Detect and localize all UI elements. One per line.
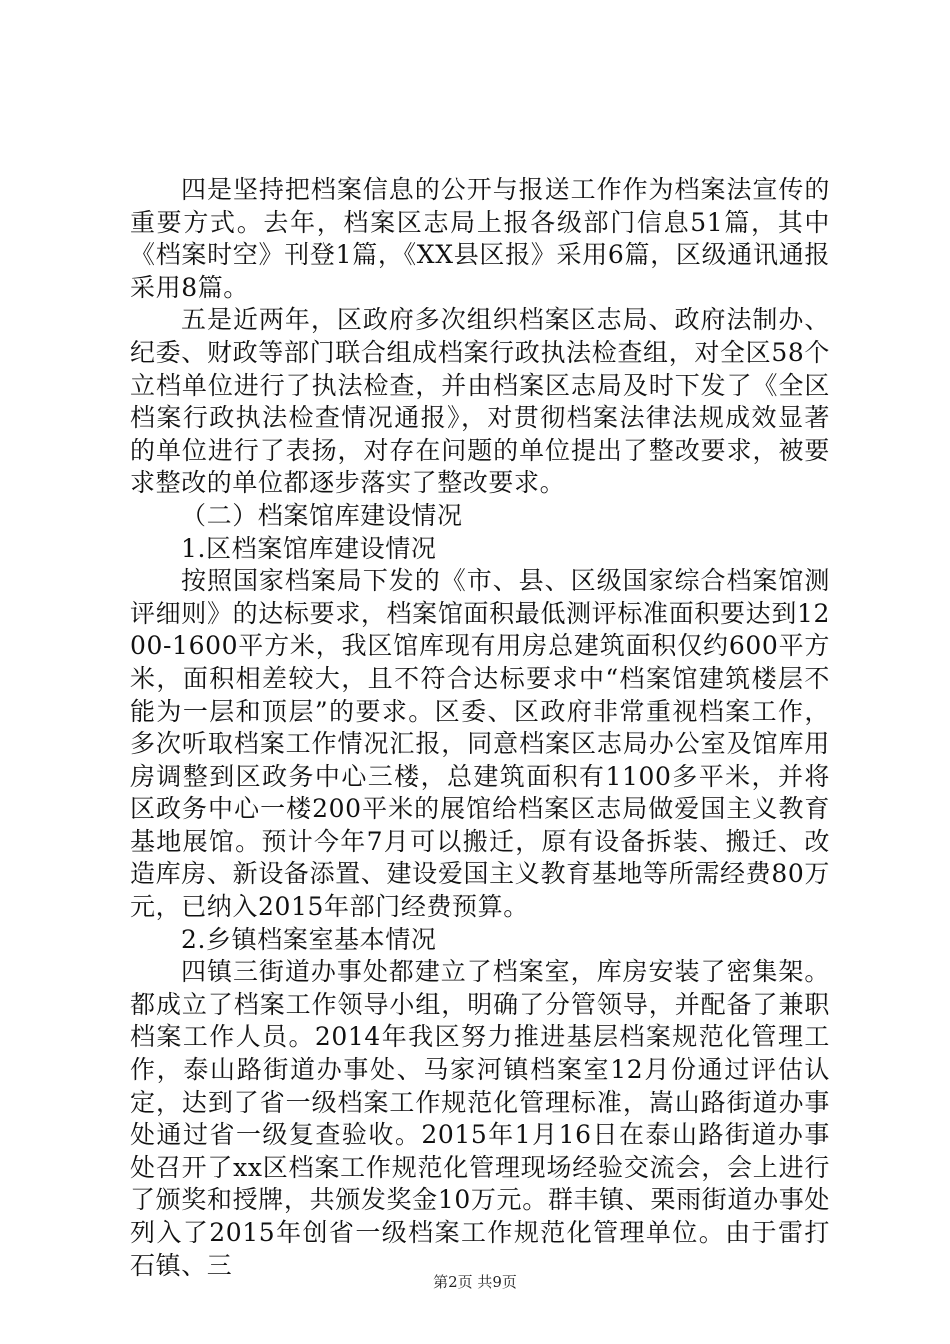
page-number-footer: 第2页 共9页 [433, 1273, 517, 1291]
paragraph-publicity-reporting: 四是坚持把档案信息的公开与报送工作作为档案法宣传的重要方式。去年，档案区志局上报各级部门信息51篇，其中《档案时空》刊登1篇，《XX县区报》采用6篇，区级通讯通报采用8篇。 [130, 175, 830, 302]
paragraph-law-enforcement-inspection: 五是近两年，区政府多次组织档案区志局、政府法制办、纪委、财政等部门联合组成档案行政执法检查组，对全区58个立档单位进行了执法检查，并由档案区志局及时下发了《全区档案行政执法检查情况通报》，对贯彻档案法律法规成效显著的单位进行了表扬，对存在问题的单位提出了整改要求，被要求整改的单位都逐步落实了整改要求。 [130, 305, 830, 498]
paragraph-township-archive-details: 四镇三街道办事处都建立了档案室，库房安装了密集架。都成立了档案工作领导小组，明确了分管领导，并配备了兼职档案工作人员。2014年我区努力推进基层档案规范化管理工作，泰山路街道办事处、马家河镇档案室12月份通过评估认定，达到了省一级档案工作规范化管理标准，嵩山路街道办事处通过省一级复查验收。2015年1月16日在泰山路街道办事处召开了xx区档案工作规范化管理现场经验交流会，会上进行了颁奖和授牌，共颁发奖金10万元。群丰镇、栗雨街道办事处列入了2015年创省一级档案工作规范化管理单位。由于雷打石镇、三 [130, 957, 830, 1280]
document-body [130, 174, 830, 1282]
subheading-township-archive: 2.乡镇档案室基本情况 [181, 924, 437, 954]
subheading-district-archive: 1.区档案馆库建设情况 [181, 533, 437, 563]
paragraph-district-archive-details: 按照国家档案局下发的《市、县、区级国家综合档案馆测评细则》的达标要求，档案馆面积最低测评标准面积要达到1200-1600平方米，我区馆库现有用房总建筑面积仅约600平方米，面积相差较大，且不符合达标要求中“档案馆建筑楼层不能为一层和顶层”的要求。区委、区政府非常重视档案工作，多次听取档案工作情况汇报，同意档案区志局办公室及馆库用房调整到区政务中心三楼，总建筑面积有1100多平米，并将区政务中心一楼200平米的展馆给档案区志局做爱国主义教育基地展馆。预计今年7月可以搬迁，原有设备拆装、搬迁、改造库房、新设备添置、建设爱国主义教育基地等所需经费80万元，已纳入2015年部门经费预算。 [130, 566, 830, 922]
section-heading-archive-building: （二）档案馆库建设情况 [181, 500, 463, 530]
